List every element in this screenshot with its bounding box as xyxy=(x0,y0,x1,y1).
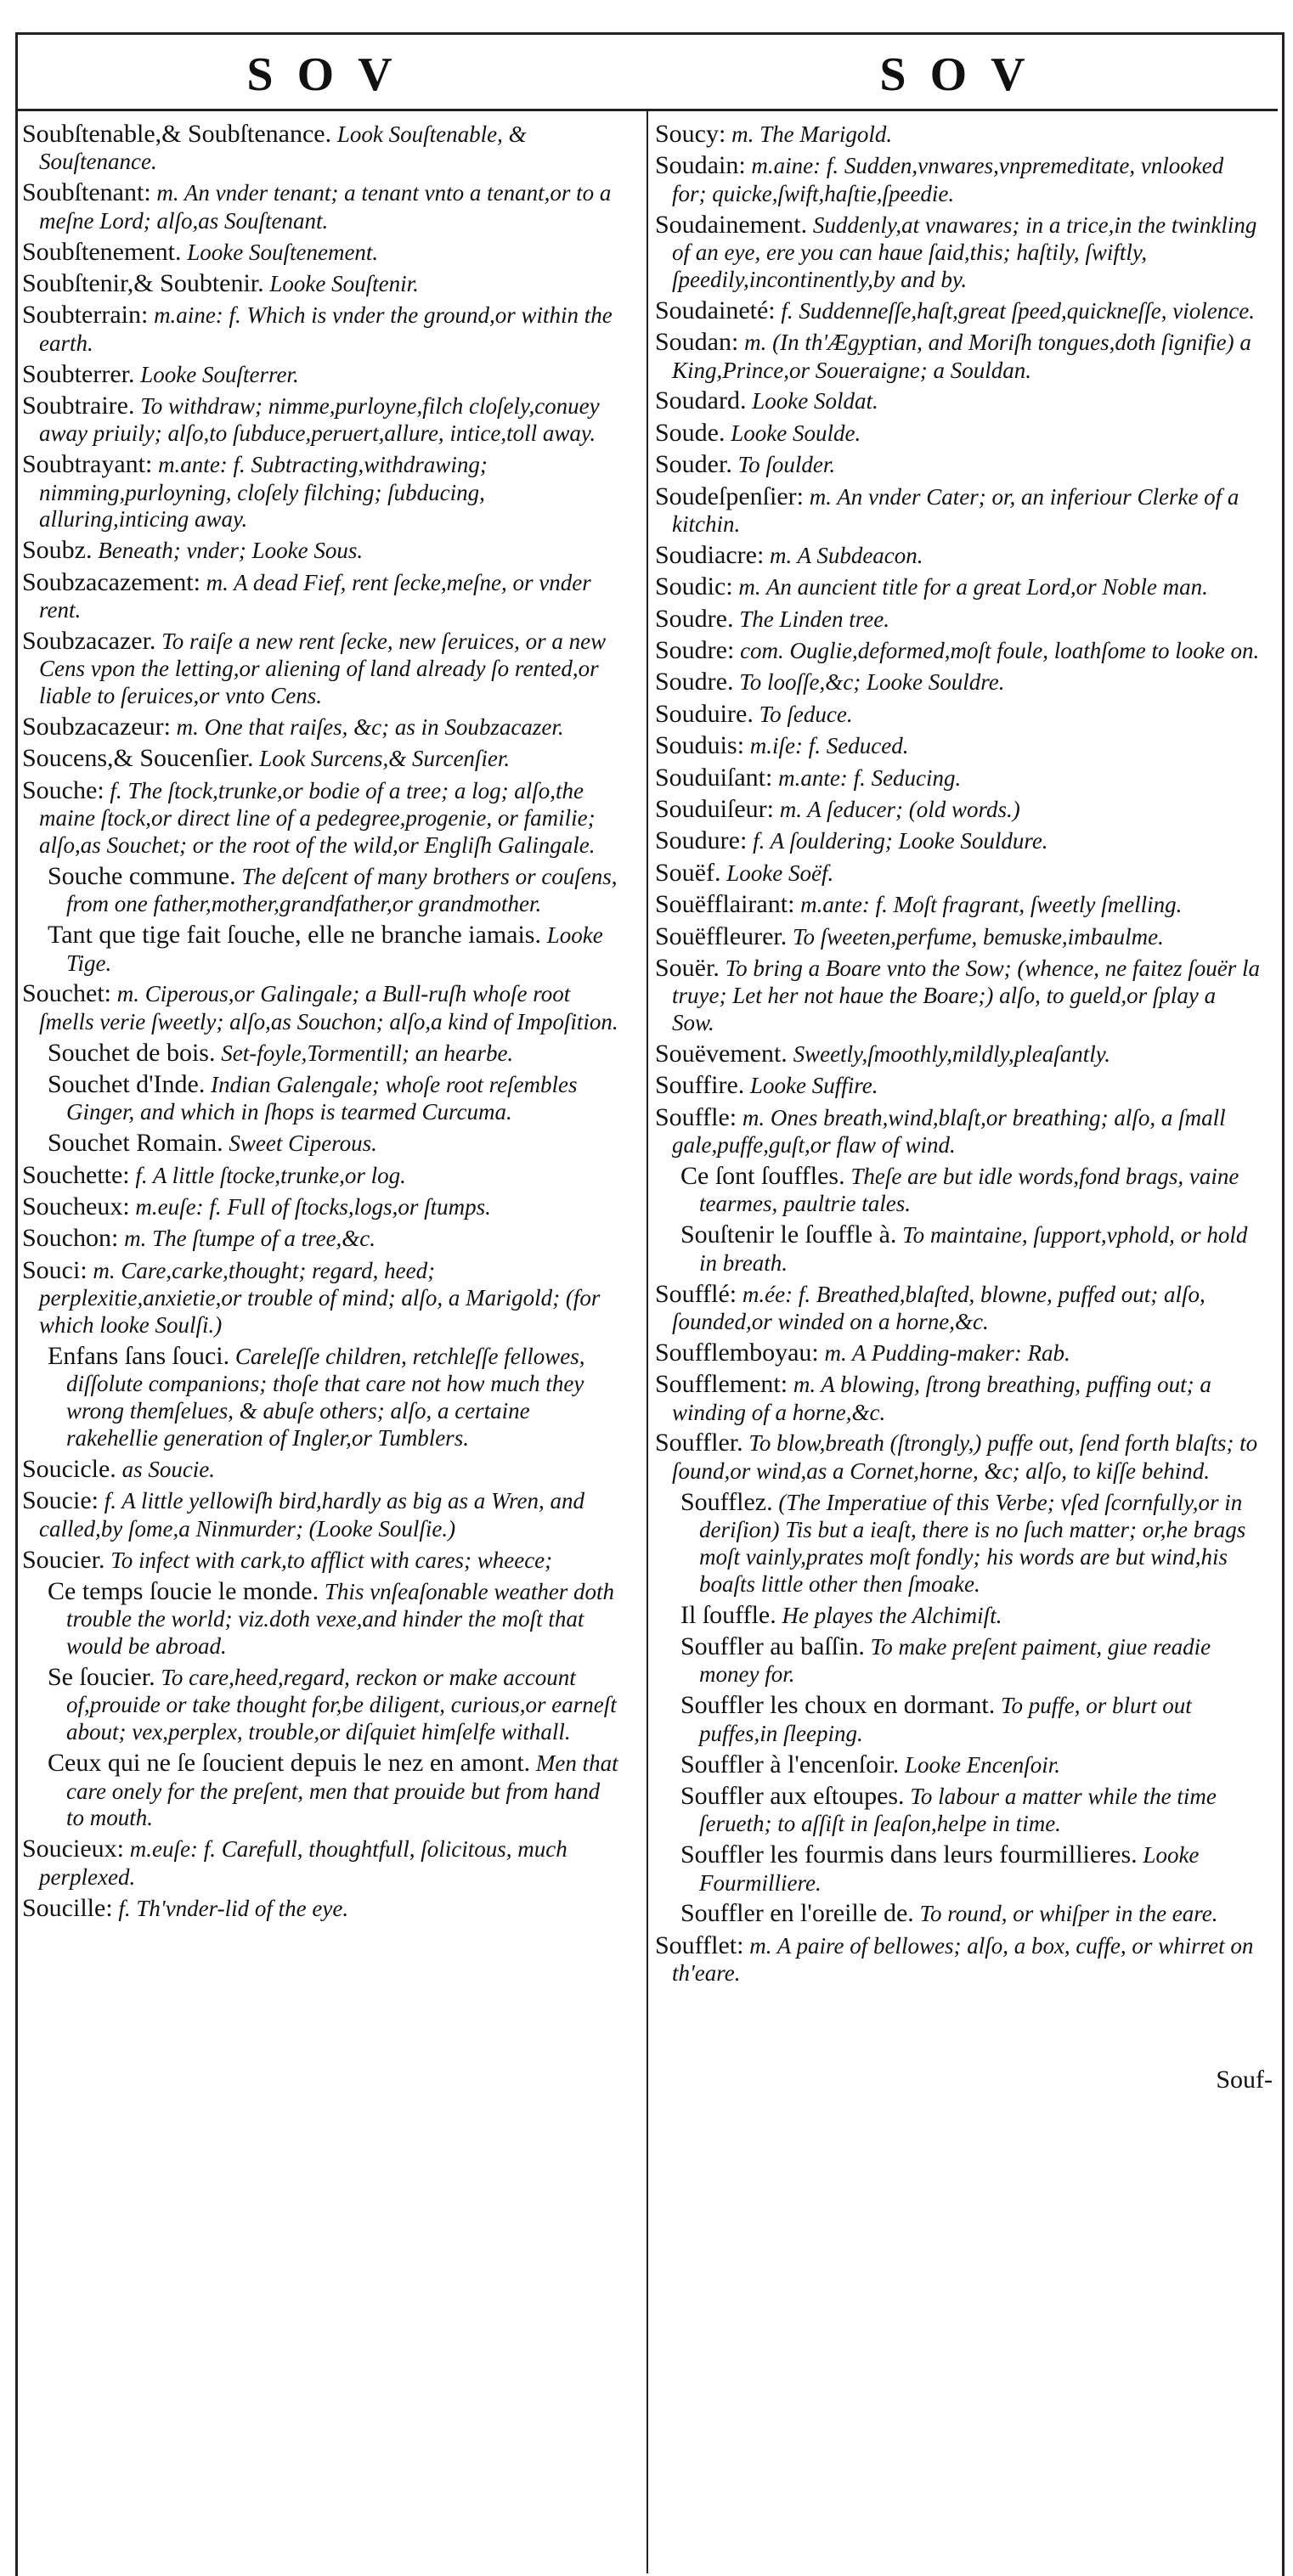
entry-definition: To looſſe,&c; Looke Souldre. xyxy=(739,669,1005,696)
dictionary-entry xyxy=(22,237,622,267)
entry-headword: Souder. xyxy=(655,450,732,479)
dictionary-entry xyxy=(22,1160,622,1190)
entry-headword: Soufflet: xyxy=(655,1931,744,1959)
dictionary-entry xyxy=(655,1220,1263,1277)
entry-headword: Ce temps ſoucie le monde. xyxy=(48,1576,319,1605)
dictionary-entry xyxy=(22,861,622,918)
dictionary-entry xyxy=(22,1038,622,1068)
entry-definition: Looke Soulde. xyxy=(731,420,861,446)
entry-definition: Looke Souſtenir. xyxy=(269,270,419,296)
entry-headword: Souſtenir le ſouffle à. xyxy=(680,1220,897,1249)
dictionary-entry xyxy=(655,1369,1263,1426)
dictionary-entry xyxy=(655,730,1263,760)
dictionary-entry xyxy=(22,359,622,389)
entry-headword: Souduis: xyxy=(655,731,745,760)
dictionary-entry xyxy=(22,178,622,234)
dictionary-entry xyxy=(655,449,1263,479)
dictionary-entry xyxy=(655,540,1263,570)
entry-headword: Soubterrain: xyxy=(22,301,149,330)
dictionary-entry xyxy=(22,1255,622,1339)
dictionary-entry xyxy=(655,858,1263,888)
dictionary-entry xyxy=(655,953,1263,1037)
entry-definition: m.iſe: f. Seduced. xyxy=(749,733,909,759)
entry-definition: m.euſe: f. Carefull, thoughtfull, ſolicitous, much perplexed. xyxy=(39,1836,567,1890)
entry-headword: Souchet: xyxy=(22,979,111,1008)
entry-headword: Soubſtenement. xyxy=(22,237,182,266)
entry-definition: m. Ones breath,wind,blaſt,or breathing; alſo, a ſmall gale,puffe,guſt,or flaw of wind. xyxy=(672,1104,1226,1158)
entry-headword: Souche: xyxy=(22,775,104,804)
dictionary-entry xyxy=(655,327,1263,384)
entry-definition: Sweet Ciperous. xyxy=(229,1130,377,1157)
entry-definition: m. One that raiſes, &c; as in Soubzacazer. xyxy=(176,714,564,741)
dictionary-entry xyxy=(22,391,622,448)
entry-definition: m. A Pudding-maker: Rab. xyxy=(824,1339,1070,1366)
entry-definition: Looke Soldat. xyxy=(752,388,878,414)
entry-definition: as Soucie. xyxy=(121,1456,216,1482)
dictionary-entry xyxy=(655,572,1263,601)
entry-definition: (The Imperatiue of this Verbe; vſed ſcornfully,or in deriſion) Tis but a ieaſt, there is no ſuch matter; or,he brags moſt vainly,prates moſt fondly; his words are but wind,his boaſts little other then ſmoake. xyxy=(699,1489,1246,1597)
entry-definition: m.ante: f. Subtracting,withdrawing; nimming,purloyning, cloſely filching; ſubducing, alluring,inticing away. xyxy=(39,452,488,533)
entry-headword: Soubterrer. xyxy=(22,359,135,388)
left-column xyxy=(22,119,622,1925)
entry-headword: Souëffleurer. xyxy=(655,922,788,950)
entry-definition: m. A paire of bellowes; alſo, a box, cuffe, or whirret on th'eare. xyxy=(672,1932,1254,1987)
entry-headword: Soucens,& Soucenſier. xyxy=(22,744,254,773)
dictionary-entry xyxy=(22,1662,622,1746)
dictionary-entry xyxy=(655,1279,1263,1336)
entry-headword: Soufflemboyau: xyxy=(655,1338,819,1367)
dictionary-entry xyxy=(655,1039,1263,1068)
entry-definition: To ſoulder. xyxy=(737,452,836,478)
entry-headword: Souduire. xyxy=(655,699,754,728)
dictionary-entry xyxy=(655,1487,1263,1598)
catchword: Souf- xyxy=(1216,2066,1273,2094)
dictionary-entry xyxy=(655,635,1263,665)
entry-definition: m.euſe: f. Full of ſtocks,logs,or ſtumps. xyxy=(135,1194,491,1220)
entry-definition: The deſcent of many brothers or couſens, from one father,mother,grandfather,or grandmother. xyxy=(66,863,618,917)
entry-definition: To bring a Boare vnto the Sow; (whence, ne faitez ſouër la truye; Let her not haue the Boare;) alſo, to gueld,or ſplay a Sow. xyxy=(672,955,1261,1036)
entry-definition: To maintaine, ſupport,vphold, or hold in breath. xyxy=(699,1222,1248,1276)
entry-headword: Soucieux: xyxy=(22,1835,124,1863)
entry-definition: Sweetly,ſmoothly,mildly,pleaſantly. xyxy=(793,1041,1111,1067)
entry-headword: Soudiacre: xyxy=(655,540,765,569)
dictionary-entry xyxy=(655,794,1263,824)
dictionary-entry xyxy=(22,978,622,1035)
entry-headword: Soucille: xyxy=(22,1893,113,1922)
dictionary-entry xyxy=(655,604,1263,634)
dictionary-entry xyxy=(22,1223,622,1253)
entry-headword: Souffler. xyxy=(655,1429,743,1457)
column-separator xyxy=(646,109,648,2573)
entry-definition: m. The Marigold. xyxy=(731,121,893,147)
entry-definition: To puffe, or blurt out puffes,in ſleeping. xyxy=(699,1693,1192,1746)
entry-headword: Soudre: xyxy=(655,635,735,664)
entry-headword: Soubſtenable,& Soubſtenance. xyxy=(22,120,332,148)
entry-headword: Ce ſont ſouffles. xyxy=(680,1162,845,1191)
dictionary-entry xyxy=(655,1898,1263,1928)
entry-headword: Soubſtenant: xyxy=(22,178,151,207)
entry-headword: Il ſouffle. xyxy=(680,1600,776,1629)
entry-definition: m.aine: f. Sudden,vnwares,vnpremeditate, vnlooked for; quicke,ſwift,haſtie,ſpeedie. xyxy=(672,153,1224,206)
entry-headword: Souffler à l'encenſoir. xyxy=(680,1750,900,1778)
dictionary-entry xyxy=(655,1428,1263,1485)
entry-headword: Souchon: xyxy=(22,1224,119,1253)
entry-definition: m. A blowing, ſtrong breathing, puffing out; a winding of a horne,&c. xyxy=(672,1372,1211,1425)
dictionary-entry xyxy=(655,386,1263,415)
entry-headword: Souffler aux eſtoupes. xyxy=(680,1781,905,1810)
entry-definition: Set-foyle,Tormentill; an hearbe. xyxy=(221,1040,514,1066)
dictionary-entry xyxy=(22,1192,622,1221)
dictionary-entry xyxy=(22,1748,622,1832)
dictionary-entry xyxy=(22,1834,622,1891)
dictionary-entry xyxy=(655,210,1263,294)
entry-definition: m. Care,carke,thought; regard, heed; perplexitie,anxietie,or trouble of mind; alſo, a Marigold; (for which looke Soulſi.) xyxy=(39,1257,601,1339)
dictionary-entry xyxy=(22,1069,622,1126)
dictionary-entry xyxy=(655,922,1263,951)
entry-definition: m. A dead Fief, rent ſecke,meſne, or vnder rent. xyxy=(39,569,591,623)
entry-headword: Soudre. xyxy=(655,604,734,633)
entry-definition: m. An vnder Cater; or, an inferiour Clerke of a kitchin. xyxy=(672,483,1239,537)
running-header-right: SOV xyxy=(879,48,1049,101)
entry-definition: Looke Encenſoir. xyxy=(905,1751,1060,1778)
entry-headword: Souffle: xyxy=(655,1102,737,1131)
dictionary-entry xyxy=(22,567,622,624)
entry-headword: Soucheux: xyxy=(22,1192,130,1221)
entry-headword: Soudic: xyxy=(655,572,733,601)
entry-headword: Soudan: xyxy=(655,328,739,357)
running-header-left: SOV xyxy=(246,48,416,101)
entry-headword: Soucy: xyxy=(655,120,726,148)
entry-headword: Soudain: xyxy=(655,151,746,180)
entry-headword: Soucie: xyxy=(22,1486,99,1515)
entry-headword: Soubtraire. xyxy=(22,391,135,420)
dictionary-entry xyxy=(655,826,1263,855)
dictionary-entry xyxy=(655,1161,1263,1218)
entry-headword: Souffler au baſſin. xyxy=(680,1632,865,1661)
dictionary-entry xyxy=(655,889,1263,919)
entry-definition: Looke Fourmilliere. xyxy=(699,1842,1200,1896)
dictionary-entry xyxy=(655,119,1263,149)
entry-definition: Look Surcens,& Surcenſier. xyxy=(259,746,511,772)
entry-headword: Soubſtenir,& Soubtenir. xyxy=(22,268,264,297)
entry-definition: f. The ſtock,trunke,or bodie of a tree; a log; alſo,the maine ſtock,or direct line of a pedegree,progenie, or familie; alſo,as Souchet; or the root of the wild,or Engliſh Galingale. xyxy=(39,777,596,859)
entry-definition: com. Ouglie,deformed,moſt foule, loathſome to looke on. xyxy=(740,637,1260,663)
entry-definition: To make preſent paiment, giue readie money for. xyxy=(699,1634,1211,1688)
entry-definition: f. A ſouldering; Looke Souldure. xyxy=(753,828,1048,854)
entry-definition: To ſweeten,perfume, bemuske,imbaulme. xyxy=(792,923,1164,950)
entry-headword: Soudure: xyxy=(655,826,748,855)
dictionary-entry xyxy=(655,1070,1263,1100)
entry-headword: Souchet de bois. xyxy=(48,1038,216,1067)
entry-headword: Souffler en l'oreille de. xyxy=(680,1899,914,1928)
entry-headword: Souëvement. xyxy=(655,1040,788,1068)
entry-definition: The Linden tree. xyxy=(739,606,889,632)
entry-definition: To infect with cark,to afflict with cares; wheece; xyxy=(110,1547,553,1573)
entry-definition: Looke Souſterrer. xyxy=(140,361,299,387)
dictionary-entry xyxy=(22,1341,622,1452)
dictionary-entry xyxy=(22,268,622,298)
dictionary-entry xyxy=(22,1454,622,1484)
entry-headword: Soubzacazeur: xyxy=(22,713,171,741)
entry-definition: m.ante: f. Seducing. xyxy=(778,764,962,791)
entry-headword: Souffler les choux en dormant. xyxy=(680,1691,996,1720)
entry-definition: To care,heed,regard, reckon or make account of,prouide or take thought for,be diligent, curious,or earneſt about; vex,perplex, trouble,or diſquiet himſelfe withall. xyxy=(66,1665,617,1745)
dictionary-entry xyxy=(655,763,1263,792)
entry-definition: f. Th'vnder-lid of the eye. xyxy=(118,1895,349,1921)
dictionary-entry xyxy=(22,119,622,176)
entry-headword: Souëf. xyxy=(655,858,721,887)
dictionary-entry xyxy=(22,1485,622,1542)
entry-headword: Soudainement. xyxy=(655,210,808,239)
entry-definition: Look Souſtenable, & Souſtenance. xyxy=(39,121,527,175)
entry-headword: Soudeſpenſier: xyxy=(655,482,804,510)
entry-definition: To blow,breath (ſtrongly,) puffe out, ſend forth blaſts; to ſound,or wind,as a Cornet,horne, &c; alſo, to kiſſe behind. xyxy=(672,1430,1258,1484)
entry-headword: Souër. xyxy=(655,953,720,982)
dictionary-entry xyxy=(22,920,622,977)
entry-headword: Soudard. xyxy=(655,386,747,415)
entry-definition: m. (In th'Ægyptian, and Moriſh tongues,doth ſignifie) a King,Prince,or Soueraigne; a Souldan. xyxy=(672,330,1251,383)
entry-headword: Souche commune. xyxy=(48,861,236,890)
dictionary-entry xyxy=(22,775,622,860)
entry-definition: Men that care onely for the preſent, men that prouide but from hand to mouth. xyxy=(66,1750,618,1831)
dictionary-entry xyxy=(22,626,622,710)
dictionary-entry xyxy=(655,1632,1263,1688)
entry-headword: Soufflé: xyxy=(655,1279,737,1308)
entry-definition: Indian Galengale; whoſe root reſembles Ginger, and which in ſhops is tearmed Curcuma. xyxy=(66,1072,578,1125)
entry-headword: Souci: xyxy=(22,1255,88,1284)
entry-definition: To ſeduce. xyxy=(759,701,853,727)
dictionary-entry xyxy=(655,667,1263,696)
dictionary-entry xyxy=(22,743,622,773)
entry-definition: Careleſſe children, retchleſſe fellowes, diſſolute companions; thoſe that care not how much they wrong themſelues, & abuſe others; alſo, a certaine rakehellie generation of Ingler,or Tumblers. xyxy=(66,1343,585,1451)
entry-definition: This vnſeaſonable weather doth trouble the world; viz.doth vexe,and hinder the moſt that would be abroad. xyxy=(66,1578,615,1660)
entry-headword: Souchet Romain. xyxy=(48,1129,223,1158)
dictionary-entry xyxy=(655,296,1263,325)
dictionary-entry xyxy=(655,1600,1263,1630)
entry-definition: He playes the Alchimiſt. xyxy=(782,1602,1002,1628)
entry-headword: Ceux qui ne ſe ſoucient depuis le nez en amont. xyxy=(48,1749,531,1778)
entry-headword: Soucicle. xyxy=(22,1454,116,1483)
entry-definition: Beneath; vnder; Looke Sous. xyxy=(98,538,364,564)
entry-definition: Suddenly,at vnawares; in a trice,in the twinkling of an eye, ere you can haue ſaid,this; haſtily, ſwiftly, ſpeedily,incontinently,by and by. xyxy=(672,211,1257,292)
entry-definition: To withdraw; nimme,purloyne,filch cloſely,conuey away priuily; alſo,to ſubduce,peruert,allure, intice,toll away. xyxy=(39,392,600,447)
entry-definition: Looke Souſtenement. xyxy=(187,239,379,265)
dictionary-entry xyxy=(655,699,1263,729)
dictionary-entry xyxy=(655,1750,1263,1779)
entry-headword: Soubtrayant: xyxy=(22,450,153,479)
entry-definition: Looke Soëf. xyxy=(726,860,834,886)
entry-definition: Looke Suffire. xyxy=(750,1073,878,1099)
entry-definition: To raiſe a new rent ſecke, new ſeruices, or a new Cens vpon the letting,or aliening of land already ſo rented,or liable to ſeruices,or vnto Cens. xyxy=(39,628,607,709)
entry-headword: Soubzacazer. xyxy=(22,626,156,655)
entry-definition: Theſe are but idle words,fond brags, vaine tearmes, paultrie tales. xyxy=(699,1164,1239,1217)
entry-headword: Soudre. xyxy=(655,668,734,696)
dictionary-entry xyxy=(22,300,622,357)
dictionary-entry xyxy=(655,1102,1263,1159)
entry-definition: m.ante: f. Moſt fragrant, ſweetly ſmelling. xyxy=(800,892,1183,918)
entry-headword: Soufflez. xyxy=(680,1487,773,1516)
entry-headword: Souchette: xyxy=(22,1160,130,1189)
entry-definition: m. An vnder tenant; a tenant vnto a tenant,or to a meſne Lord; alſo,as Souſtenant. xyxy=(39,180,612,234)
entry-headword: Se ſoucier. xyxy=(48,1663,155,1692)
entry-definition: f. A little yellowiſh bird,hardly as big as a Wren, and called,by ſome,a Ninmurder; (Looke Soulſie.) xyxy=(39,1488,584,1542)
entry-headword: Soufflement: xyxy=(655,1370,788,1399)
entry-headword: Soudaineté: xyxy=(655,296,776,324)
entry-headword: Enfans ſans ſouci. xyxy=(48,1341,230,1370)
dictionary-entry xyxy=(22,449,622,533)
right-column xyxy=(655,119,1263,1989)
dictionary-entry xyxy=(22,1545,622,1575)
dictionary-entry xyxy=(22,1893,622,1923)
dictionary-entry xyxy=(22,1128,622,1158)
entry-definition: m. A ſeducer; (old words.) xyxy=(779,796,1020,822)
entry-definition: m. The ſtumpe of a tree,&c. xyxy=(124,1226,376,1252)
entry-headword: Souduiſeur: xyxy=(655,794,774,823)
dictionary-entry xyxy=(22,712,622,741)
dictionary-entry xyxy=(22,535,622,565)
dictionary-entry xyxy=(655,482,1263,538)
dictionary-entry xyxy=(655,150,1263,207)
entry-definition: f. A little ſtocke,trunke,or log. xyxy=(135,1162,406,1188)
dictionary-entry xyxy=(655,1781,1263,1838)
entry-headword: Souëfflairant: xyxy=(655,890,795,919)
entry-headword: Souffler les fourmis dans leurs fourmillieres. xyxy=(680,1840,1138,1869)
entry-definition: Looke Tige. xyxy=(66,922,603,976)
dictionary-entry xyxy=(655,1840,1263,1897)
entry-headword: Soubz. xyxy=(22,536,93,565)
entry-definition: m. A Subdeacon. xyxy=(770,542,923,568)
dictionary-entry xyxy=(655,1931,1263,1987)
dictionary-entry xyxy=(655,1690,1263,1747)
entry-headword: Soubzacazement: xyxy=(22,567,200,596)
entry-headword: Soude. xyxy=(655,418,726,447)
entry-headword: Souchet d'Inde. xyxy=(48,1070,206,1099)
dictionary-entry xyxy=(22,1576,622,1660)
entry-definition: To labour a matter while the time ſerueth; to aſſiſt in ſeaſon,helpe in time. xyxy=(699,1783,1217,1837)
entry-definition: m.ée: f. Breathed,blaſted, blowne, puffed out; alſo, ſounded,or winded on a horne,&c. xyxy=(672,1281,1205,1334)
entry-headword: Souffire. xyxy=(655,1071,745,1100)
entry-definition: m. Ciperous,or Galingale; a Bull-ruſh whoſe root ſmells verie ſweetly; alſo,as Souchon; alſo,a kind of Impoſition. xyxy=(39,981,618,1034)
entry-headword: Souduiſant: xyxy=(655,763,773,792)
entry-definition: f. Suddenneſſe,haſt,great ſpeed,quickneſſe, violence. xyxy=(781,297,1255,324)
entry-headword: Soucier. xyxy=(22,1545,105,1574)
entry-definition: m.aine: f. Which is vnder the ground,or within the earth. xyxy=(39,302,613,356)
dictionary-entry xyxy=(655,1338,1263,1367)
dictionary-entry xyxy=(655,418,1263,448)
entry-definition: To round, or whiſper in the eare. xyxy=(919,1901,1218,1927)
entry-definition: m. An auncient title for a great Lord,or Noble man. xyxy=(738,574,1208,600)
entry-headword: Tant que tige fait ſouche, elle ne branche iamais. xyxy=(48,921,541,950)
